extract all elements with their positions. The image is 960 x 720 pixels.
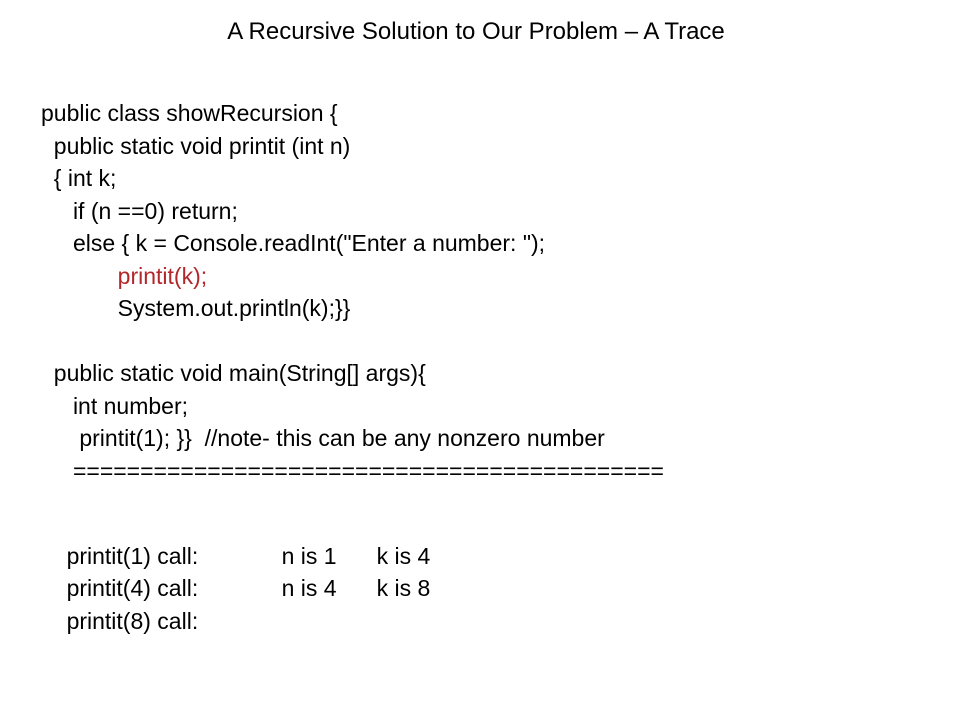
slide-title: A Recursive Solution to Our Problem – A Trace [227,18,725,45]
code-block [41,97,664,487]
code-line-class-decl: public class showRecursion { [41,100,338,126]
code-line-println: System.out.println(k);}} [41,295,351,321]
trace-k-value: k is 4 [376,542,431,569]
code-line-main-signature: public static void main(String[] args){ [41,360,426,386]
trace-n-value: n is 1 [281,542,337,569]
trace-call: printit(4) call: [66,575,199,601]
code-line-printit-signature: public static void printit (int n) [41,132,351,159]
code-line-printit-call: printit(1); }} //note- this can be any nonzero number [41,425,605,451]
code-line-recursive-call: printit(k); [41,262,208,289]
trace-n-value: n is 4 [281,575,337,601]
code-line-blank [41,325,664,358]
trace-row [41,507,431,569]
code-line-int-k: { int k; [41,165,117,191]
trace-call: printit(8) call: [66,607,199,634]
code-line-base-case: if (n ==0) return; [41,197,238,224]
trace-table [41,507,431,634]
code-line-read-int: else { k = Console.readInt("Enter a number: "); [41,230,546,256]
trace-call: printit(1) call: [66,542,199,569]
code-line-int-number: int number; [41,392,189,419]
code-separator: ============================================ [41,457,664,484]
trace-k-value: k is 8 [376,575,431,601]
